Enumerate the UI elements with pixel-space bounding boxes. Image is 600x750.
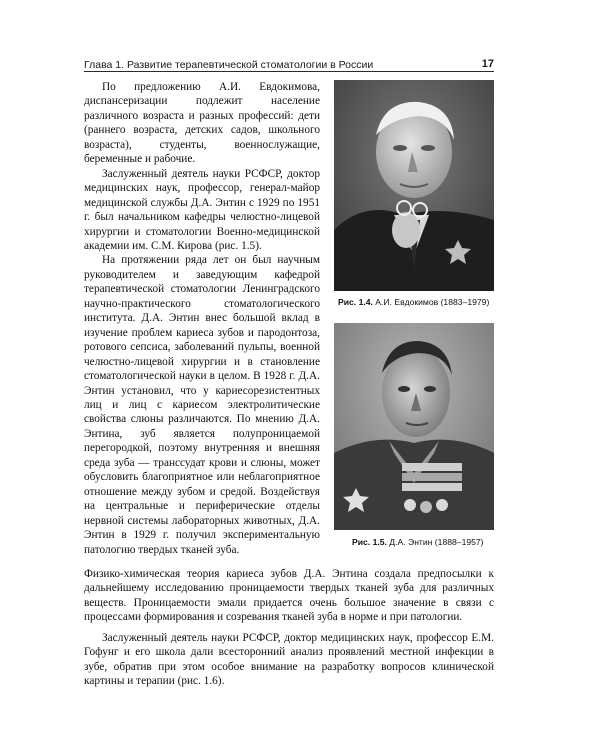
portrait-photo-evdokimov (334, 80, 494, 291)
figure-label: Рис. 1.5. (352, 537, 387, 547)
full-width-text (84, 567, 494, 689)
portrait-photo-entin (334, 323, 494, 530)
figure-label: Рис. 1.4. (338, 297, 373, 307)
paragraph: По предложению А.И. Евдокимова, диспансеризации подлежит население различного возраста и разных профессий: дети (раннего возраста, детских садов, школьного возраста), студенты, военнослужащие, беременные и рабочие. (84, 81, 320, 166)
figure-caption-text: А.И. Евдокимов (1883–1979) (375, 297, 490, 307)
running-header (84, 55, 494, 75)
paragraph: Заслуженный деятель науки РСФСР, доктор медицинских наук, профессор Е.М. Гофунг и его школа дали всесторонний анализ проявлений местной инфекции в зубе, обратив при этом особое внимание на разработку вопросов клинической картины и терапии (рис. 1.6). (84, 631, 494, 688)
figure-caption-text: Д.А. Энтин (1888–1957) (389, 537, 484, 547)
page-number: 17 (481, 58, 494, 70)
paragraph: Заслуженный деятель науки РСФСР, доктор медицинских наук, профессор, генерал-майор медицинской службы Д.А. Энтин с 1929 по 1951 г. был начальником кафедры челюстно-лицевой хирургии и стоматологии Военно-медицинской академии им. С.М. Кирова (рис. 1.5). (84, 167, 320, 252)
figure-caption-1-5 (352, 537, 484, 547)
paragraph: На протяжении ряда лет он был научным руководителем и заведующим кафедрой терапевтической стоматологии Ленинградского научно-практического стоматологического института. Д.А. Энтин внес большой вклад в изучение проблем кариеса зубов и пародонтоза, ротового сепсиса, заболеваний пульпы, военной челюстно-лицевой хирургии и в становление стоматологической науки в целом. В 1928 г. Д.А. Энтин установил, что у кариесорезистентных лиц и лиц с кариесом электролитические свойства слюны различаются. По мнению Д.А. Энтина, зуб является полупроницаемой перегородкой, поэтому внутренняя и внешняя среда зуба — транссудат крови и слюны, может обусловить благоприятное или неблагоприятное отношение между зубом и средой. Воздействуя на центральные и периферические отделы нервной системы лабораторных животных, Д.А. Энтин в 1929 г. получил экспериментальную патологию твердых тканей зуба. (84, 254, 320, 556)
chapter-title: Глава 1. Развитие терапевтической стоматологии в России (84, 59, 374, 71)
figure-caption-1-4 (338, 297, 489, 307)
header-rule (84, 71, 494, 72)
paragraph: Физико-химическая теория кариеса зубов Д.А. Энтина создала предпосылки к дальнейшему исследованию проницаемости твердых тканей зуба для различных веществ. Проницаемости эмали придается очень большое значение в связи с процессами формирования и созревания тканей зуба в норме и при патологии. (84, 568, 494, 624)
left-column-text (84, 80, 320, 557)
